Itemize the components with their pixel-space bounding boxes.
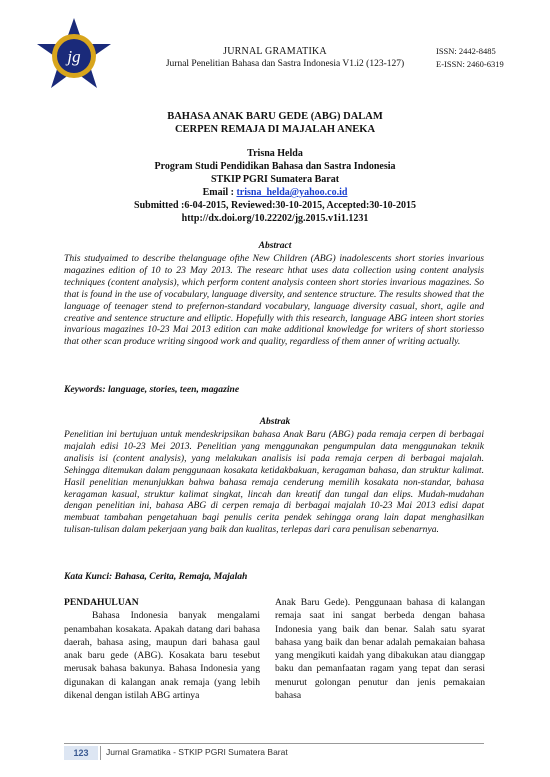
body-right-column bbox=[275, 596, 485, 702]
abstrak-keywords: Kata Kunci: Bahasa, Cerita, Remaja, Majalah bbox=[64, 571, 248, 582]
email-link[interactable]: trisna_helda@yahoo.co.id bbox=[236, 187, 348, 198]
footer-divider bbox=[100, 746, 101, 760]
abstrak-body: Penelitian ini bertujuan untuk mendeskripsikan bahasa Anak Baru (ABG) pada remaja cerpen di berbagai majalah edisi 10-23 Mei 2013. Penelitian yang menggunakan pengumpulan data menggunakan teknik analisis isi (content analysis), yang melakukan analisis isi pada remaja cerpen di berbagai majalah. Sehingga ditemukan dalam penggunaan kosakata ketidakbakuan, keragaman bahasa, dan struktur kalimat. Hasil penelitian menunjukkan bahwa bahasa remaja cenderung memilih kosakata non-standar, bahasa keragaman kasual, struktur kalimat singkat, lincah dan kreatif dan tungal dan elips. Mudah-mudahan dengan penelitian ini, bahasa ABG di cerpen remaja di berbagai majalah 10-23 Mai 2013 edisi dapat membuat tambahan pengetahuan bagi penulis cerita pendek sehingga orang lain dapat menghasilkan tulisan-tulisan dalam pekerjaan yang baik dan kualitas, terlepas dari cara penulisan sebenarnya. bbox=[64, 429, 484, 536]
journal-name: JURNAL GRAMATIKA bbox=[223, 46, 327, 57]
abstract-heading: Abstract bbox=[258, 241, 292, 251]
doi-link[interactable]: http://dx.doi.org/10.22202/jg.2015.v1i1.1231 bbox=[181, 213, 369, 224]
submission-dates: Submitted :6-04-2015, Reviewed:30-10-2015, Accepted:30-10-2015 bbox=[134, 200, 416, 211]
journal-subtitle: Jurnal Penelitian Bahasa dan Sastra Indonesia V1.i2 (123-127) bbox=[165, 59, 405, 69]
affiliation-institution: STKIP PGRI Sumatera Barat bbox=[210, 174, 340, 185]
logo-text: jg bbox=[67, 47, 81, 66]
paper-title-line2: CERPEN REMAJA DI MAJALAH ANEKA bbox=[174, 124, 376, 135]
abstract-body: This studyaimed to describe thelanguage ofthe New Children (ABG) inadolescents short stories invarious magazines edition of 10 to 23 May 2013. The researc hthat uses data collection using content analysis techniques (content analysis), which perform content analysis conteen short stories invarious magazines. So that is found in the use of vocabulary, language diversity, and sentence structure. The results showed that the language of teenager stend to prefernon-standard vocabulary, language diversity casual, short, agile and creative and sentence structure and elliptic. Hopefully with this research, language ABG inteen short stories invarious magazines 10-23 Mai 2013 edition can make additional knowledge for writers of short storiesso that other scan produce writing singood work and quality, regardless of them anner of writing actually. bbox=[64, 253, 484, 348]
footer-rule bbox=[64, 743, 484, 744]
abstract-keywords: Keywords: language, stories, teen, magazine bbox=[64, 384, 240, 395]
body-left-column bbox=[64, 596, 260, 702]
page-number: 123 bbox=[64, 746, 98, 760]
author-name: Trisna Helda bbox=[247, 148, 303, 159]
intro-paragraph-left: Bahasa Indonesia banyak mengalami penambahan kosakata. Apakah datang dari bahasa daerah, bahasa asing, maupun dari bahasa gaul anak baru gede (ABG). Kosakata baru tesebut merusak bahasa bakunya. Bahasa Indonesia yang digunakan di kalangan anak remaja (yang lebih dikenal dengan istilah ABG artinya bbox=[64, 610, 260, 702]
issn: ISSN: 2442-8485 bbox=[436, 46, 496, 56]
email-line bbox=[0, 187, 550, 198]
section-title: PENDAHULUAN bbox=[64, 597, 139, 608]
eissn: E-ISSN: 2460-6319 bbox=[436, 59, 504, 69]
email-label: Email : bbox=[202, 187, 237, 198]
intro-paragraph-right: Anak Baru Gede). Penggunaan bahasa di kalangan remaja saat ini sangat berbeda dengan bahasa Indonesia yang baik dan benar. Salah satu syarat bahasa yang baik dan benar adalah pemakaian bahasa yang mengikuti kaidah yang dibakukan atau dianggap baku dan pemanfaatan ragam yang tepat dan serasi menurut golongan penutur dan jenis pemakaian bahasa bbox=[275, 597, 485, 702]
affiliation-program: Program Studi Pendidikan Bahasa dan Sastra Indonesia bbox=[154, 161, 396, 172]
footer-text: Jurnal Gramatika - STKIP PGRI Sumatera Barat bbox=[106, 747, 288, 757]
paper-title-line1: BAHASA ANAK BARU GEDE (ABG) DALAM bbox=[167, 111, 383, 122]
abstrak-heading: Abstrak bbox=[259, 417, 291, 427]
